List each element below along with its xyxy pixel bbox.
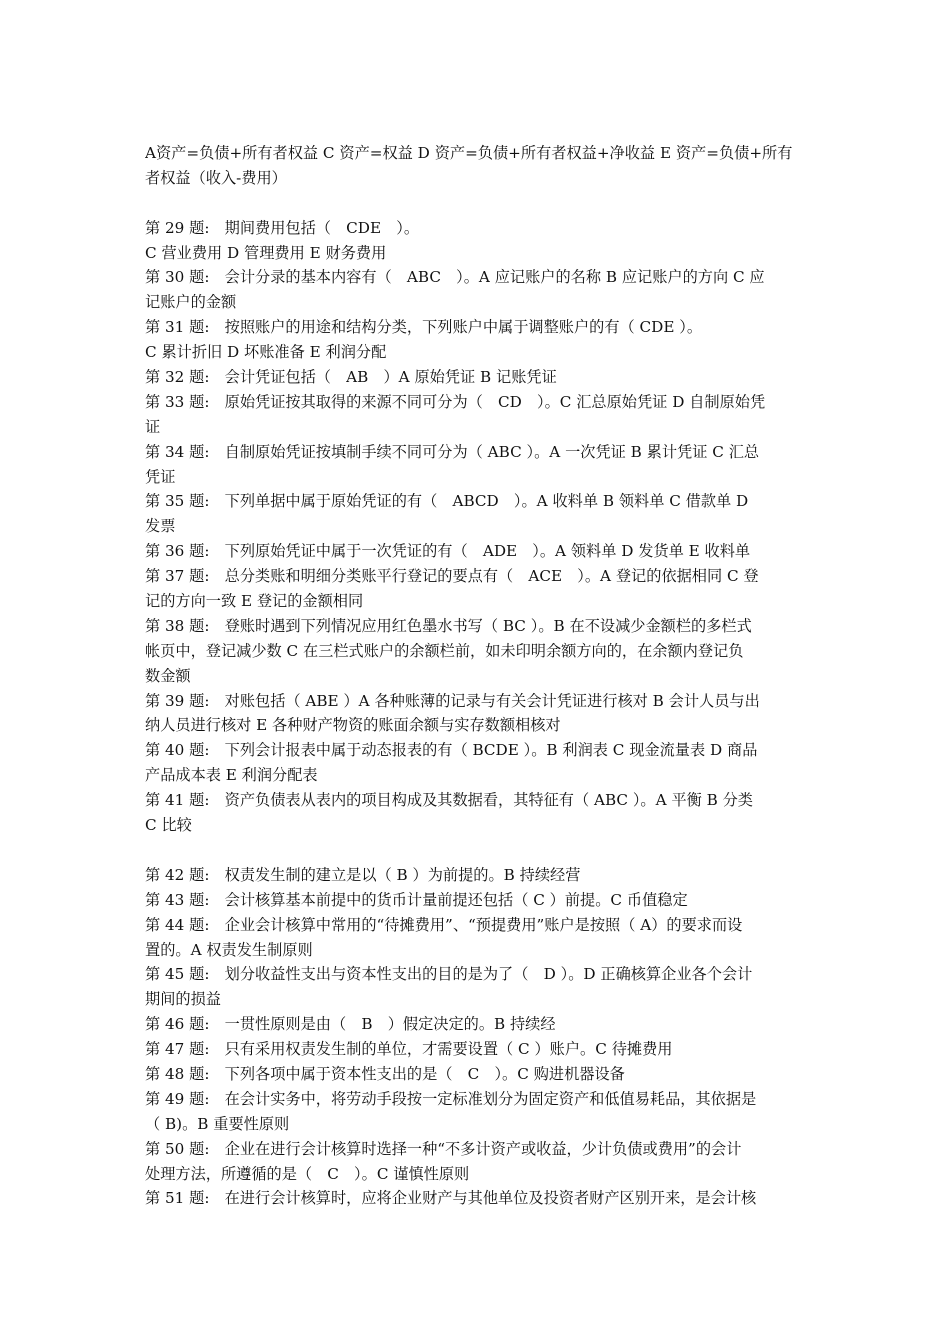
question-42: 第 42 题: 权责发生制的建立是以（ B ）为前提的。B 持续经营 <box>145 865 581 884</box>
text-line: 数金额 <box>145 666 191 685</box>
question-46: 第 46 题: 一贯性原则是由（ B ）假定决定的。B 持续经 <box>145 1015 556 1034</box>
text-line: 纳人员进行核对 E 各种财产物资的账面余额与实存数额相核对 <box>145 716 561 735</box>
question-50: 第 50 题: 企业在进行会计核算时选择一种“不多计资产或收益，少计负债或费用”的会计 <box>145 1139 742 1158</box>
text-line: 证 <box>145 417 161 436</box>
blank-line <box>145 838 810 863</box>
document-page <box>145 141 810 1211</box>
question-41: 第 41 题: 资产负债表从表内的项目构成及其数据看，其特征有（ ABC ）。A 平衡 B 分类 <box>145 791 753 810</box>
text-line: 置的。A 权责发生制原则 <box>145 940 313 959</box>
text-line: C 累计折旧 D 坏账准备 E 利润分配 <box>145 343 387 362</box>
question-39: 第 39 题: 对账包括（ ABE ）A 各种账薄的记录与有关会计凭证进行核对 B 会计人员与出 <box>145 691 760 710</box>
text-line: 者权益（收入-费用） <box>145 168 287 187</box>
question-30: 第 30 题: 会计分录的基本内容有（ ABC ）。A 应记账户的名称 B 应记账户的方向 C 应 <box>145 268 765 287</box>
question-36: 第 36 题: 下列原始凭证中属于一次凭证的有（ ADE ）。A 领料单 D 发货单 E 收料单 <box>145 542 751 561</box>
question-29: 第 29 题: 期间费用包括（ CDE ）。 <box>145 218 420 237</box>
blank-line <box>145 191 810 216</box>
question-37: 第 37 题: 总分类账和明细分类账平行登记的要点有（ ACE ）。A 登记的依据相同 C 登 <box>145 567 759 586</box>
text-line: 处理方法，所遵循的是（ C ）。C 谨慎性原则 <box>145 1164 470 1183</box>
question-35: 第 35 题: 下列单据中属于原始凭证的有（ ABCD ）。A 收料单 B 领料单 C 借款单 D <box>145 492 749 511</box>
question-31: 第 31 题: 按照账户的用途和结构分类，下列账户中属于调整账户的有（ CDE ）。 <box>145 318 703 337</box>
question-49: 第 49 题: 在会计实务中，将劳动手段按一定标准划分为固定资产和低值易耗品，其依据是 <box>145 1089 757 1108</box>
text-line: 帐页中，登记减少数 C 在三栏式账户的余额栏前，如未印明余额方向的，在余额内登记负 <box>145 641 744 660</box>
text-line: 产品成本表 E 利润分配表 <box>145 766 318 785</box>
text-line: （ B)。B 重要性原则 <box>145 1114 290 1133</box>
question-32: 第 32 题: 会计凭证包括（ AB ）A 原始凭证 B 记账凭证 <box>145 368 557 387</box>
question-40: 第 40 题: 下列会计报表中属于动态报表的有（ BCDE ）。B 利润表 C 现金流量表 D 商品 <box>145 741 758 760</box>
text-line: 期间的损益 <box>145 990 221 1009</box>
question-51: 第 51 题: 在进行会计核算时，应将企业财产与其他单位及投资者财产区别开来，是会计核 <box>145 1189 757 1208</box>
question-34: 第 34 题: 自制原始凭证按填制手续不同可分为（ ABC ）。A 一次凭证 B 累计凭证 C 汇总 <box>145 442 760 461</box>
question-43: 第 43 题: 会计核算基本前提中的货币计量前提还包括（ C ）前提。C 币值稳定 <box>145 890 688 909</box>
text-line: A资产=负债+所有者权益 C 资产=权益 D 资产=负债+所有者权益+净收益 E 资产=负债+所有 <box>145 144 793 162</box>
question-47: 第 47 题: 只有采用权责发生制的单位，才需要设置（ C ）账户。C 待摊费用 <box>145 1040 673 1059</box>
question-48: 第 48 题: 下列各项中属于资本性支出的是（ C ）。C 购进机器设备 <box>145 1064 625 1083</box>
question-38: 第 38 题: 登账时遇到下列情况应用红色墨水书写（ BC ）。B 在不设减少金额栏的多栏式 <box>145 616 752 635</box>
question-44: 第 44 题: 企业会计核算中常用的“待摊费用”、“预提费用”账户是按照（ A）的要求而设 <box>145 915 743 934</box>
question-33: 第 33 题: 原始凭证按其取得的来源不同可分为（ CD ）。C 汇总原始凭证 D 自制原始凭 <box>145 392 766 411</box>
text-line: C 营业费用 D 管理费用 E 财务费用 <box>145 243 387 262</box>
text-line: 记的方向一致 E 登记的金额相同 <box>145 592 364 611</box>
text-line: 记账户的金额 <box>145 293 237 312</box>
text-line: 发票 <box>145 517 176 536</box>
question-45: 第 45 题: 划分收益性支出与资本性支出的目的是为了（ D ）。D 正确核算企业各个会计 <box>145 965 753 984</box>
text-line: 凭证 <box>145 467 176 486</box>
text-line: C 比较 <box>145 816 192 835</box>
